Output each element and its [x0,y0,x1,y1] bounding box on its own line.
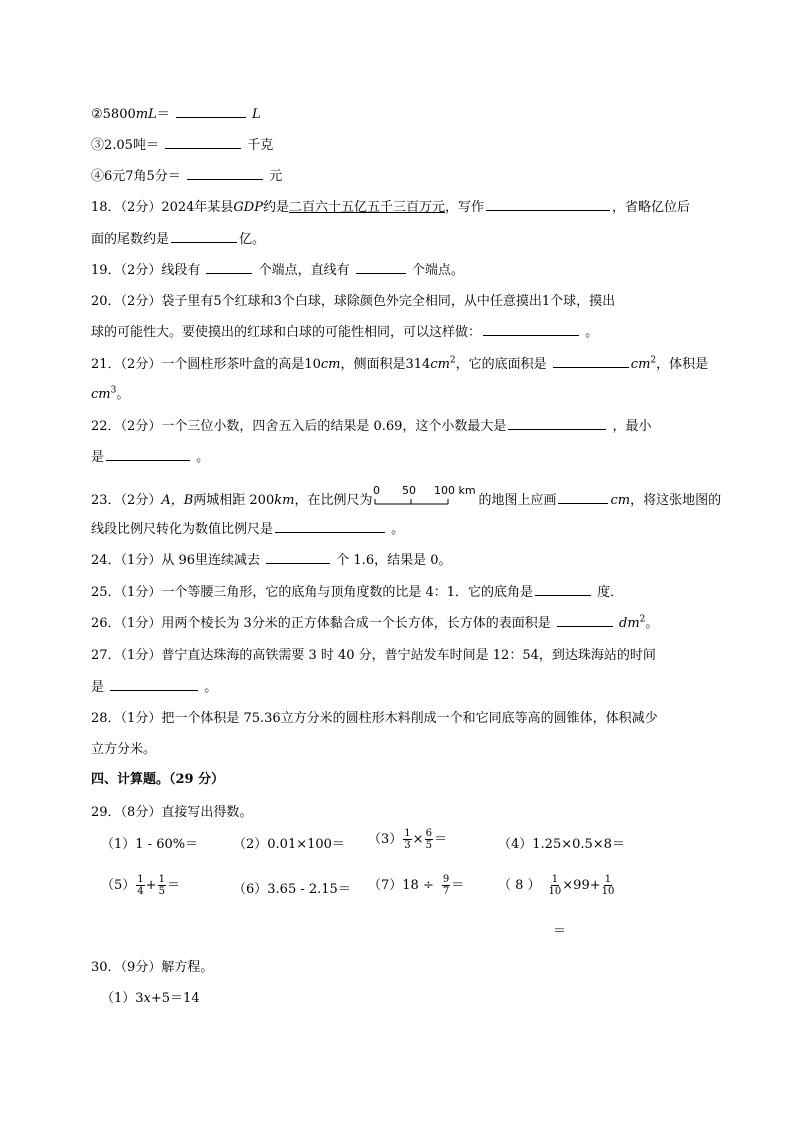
q17-part2 [91,103,261,122]
text: 22．（2分）一个三位小数，四舍五入后的结果是 0.69，这个小数最大是 [91,419,507,434]
text: 立方分米。 [91,742,157,757]
text: 27．（1分）普宁直达珠海的高铁需要 3 时 40 分，普宁站发车时间是 12：54，到达珠海站的时间 [91,648,656,663]
text: （5） [101,878,136,893]
q28-line2 [91,738,156,757]
numerator: 1 [604,874,612,885]
unit: cm [630,357,651,372]
text: 19．（2分）线段有 [91,263,201,278]
text: 。 [391,522,405,537]
scale-label-0: 0 [373,486,381,497]
answer-blank[interactable] [275,520,385,533]
text: （1）3 [101,991,144,1006]
scale-bar [372,486,478,506]
q18-line1 [91,196,690,215]
section-heading: 四、计算题。（29 分） [91,772,225,787]
text: 球的可能性大。要使摸出的红球和白球的可能性相同，可以这样做： [91,325,482,340]
numerator: 1 [137,874,144,885]
unit: cm [320,357,341,372]
text: ，最小 [612,419,652,434]
fraction [602,874,615,897]
scale-label-50: 50 [402,486,417,497]
text: 线段比例尺转化为数值比例尺是 [91,522,274,537]
text: 。 [116,387,130,402]
text: 元 [269,169,283,184]
q27-line1 [91,644,656,663]
text: 个端点。 [411,263,464,278]
calc-6: （6）3.65 - 2.15＝ [233,882,351,897]
text: ＝ [156,107,170,122]
fraction [158,874,166,897]
text: 20．（2分）袋子里有5个红球和3个白球，球除颜色外完全相同，从中任意摸出1个球，摸出 [91,294,616,309]
operator: ×99+ [562,878,601,893]
text: ＝ [451,878,465,893]
fraction [403,828,411,851]
calc-8-equals: ＝ [553,924,567,939]
text: ，写作 [445,200,485,215]
fraction [425,828,433,851]
text: 是 [91,680,105,695]
text: 是 [91,450,105,465]
text: ，它的底面积是 [455,357,547,372]
q25 [91,581,623,600]
text: 。 [204,680,218,695]
operator: × [412,832,424,847]
fraction [549,874,562,897]
calc-2: （2）0.01×100＝ [233,837,345,852]
denominator: 4 [137,886,144,897]
q20-line2 [91,321,598,340]
scale-label-100: 100 km [434,486,477,497]
q24 [91,549,452,568]
q21-line2 [91,383,129,402]
answer-blank[interactable] [187,167,263,180]
text: 两城相距 200 [193,493,275,508]
text: 个端点，直线有 [258,263,350,278]
text: A，B [161,493,194,508]
text: ＝ [166,878,180,893]
text: ，将这张地图的 [630,493,722,508]
q18-line2 [91,228,265,247]
q23-line2 [91,518,404,537]
superscript: 2 [639,614,646,625]
text: ，体积是 [656,357,709,372]
numerator: 9 [442,874,450,885]
unit: cm [91,387,111,402]
unit: cm [610,493,631,508]
calc-1: （1）1 - 60%＝ [101,837,199,852]
text: 23．（2分） [91,493,162,508]
operator: + [145,878,157,893]
text: 24．（1分）从 96里连续减去 [91,553,260,568]
answer-blank[interactable] [106,448,190,461]
answer-blank[interactable] [508,417,606,430]
calc-3 [368,828,447,851]
text: GDP [233,200,263,215]
text: 个 1.6，结果是 0。 [336,553,452,568]
numerator: 1 [404,828,411,839]
superscript: 3 [110,385,117,396]
text: ，在比例尺为 [294,493,373,508]
denominator: 10 [601,886,615,897]
answer-blank[interactable] [110,678,198,691]
calc-8 [498,874,615,897]
text: 的地图上应画 [478,493,557,508]
text: 约是 [262,200,289,215]
denominator: 10 [548,886,562,897]
text: +5＝14 [150,991,200,1006]
q27-line2 [91,676,217,695]
text: 28．（1分）把一个体积是 75.36立方分米的圆柱形木料削成一个和它同底等高的圆锥体，体积减少 [91,711,658,726]
text: （ 8 ） [498,878,541,893]
superscript: 2 [650,355,657,366]
answer-blank[interactable] [535,583,591,596]
text: （3） [368,832,403,847]
q30-equation-1 [101,987,200,1006]
denominator: 7 [442,886,450,897]
q29-title: 29．（8分）直接写出得数。 [91,805,253,820]
answer-blank[interactable] [486,198,610,211]
text: 21．（2分）一个圆柱形茶叶盒的高是10 [91,357,321,372]
text: 26．（1分）用两个棱长为 3分米的正方体黏合成一个长方体，长方体的表面积是 [91,616,551,631]
answer-blank[interactable] [553,355,629,368]
answer-blank[interactable] [558,491,608,504]
text: ，省略亿位后 [612,200,691,215]
text: 度． [597,585,624,600]
scale-bar-graphic [372,486,478,506]
unit: km [274,493,295,508]
denominator: 5 [158,886,165,897]
answer-blank[interactable] [206,261,252,274]
calc-5 [101,874,180,897]
q17-part3 [91,134,273,153]
fraction [442,874,450,897]
text: ＝ [433,832,447,847]
calc-4: （4）1.25×0.5×8＝ [498,837,625,852]
q26 [91,612,658,631]
text: 25．（1分）一个等腰三角形，它的底角与顶角度数的比是 4：1．它的底角是 [91,585,533,600]
q19 [91,259,464,278]
text: （7）18 ÷ [368,878,434,893]
text: ②5800 [91,107,136,122]
numerator: 6 [425,828,432,839]
fraction [136,874,144,897]
q21-line1 [91,353,708,372]
variable: x [143,991,151,1006]
q17-part4 [91,165,282,184]
text: ，侧面积是314 [340,357,431,372]
answer-blank[interactable] [483,323,579,336]
text: 亿。 [239,232,266,247]
superscript: 2 [449,355,456,366]
answer-blank[interactable] [171,230,237,243]
unit: cm [430,357,450,372]
q23-line1 [91,486,721,508]
text: 。 [645,616,659,631]
unit: dm [619,616,640,631]
answer-blank[interactable] [557,614,613,627]
q22-line1 [91,415,652,434]
answer-blank[interactable] [266,551,330,564]
unit: L [252,107,261,122]
q28-line1 [91,707,658,726]
text: 千克 [247,138,274,153]
denominator: 3 [404,840,411,851]
text: 18．（2分）2024年某县 [91,200,234,215]
underlined-text: 二百六十五亿五千三百万元 [288,200,445,215]
answer-blank[interactable] [176,105,246,118]
text: 。 [196,450,210,465]
q22-line2 [91,446,209,465]
unit: mL [135,107,157,122]
text: ④6元7角5分＝ [91,169,181,184]
denominator: 5 [425,840,432,851]
answer-blank[interactable] [165,136,241,149]
text: 面的尾数约是 [91,232,170,247]
text: ③2.05吨＝ [91,138,159,153]
numerator: 1 [158,874,165,885]
text: 。 [585,325,599,340]
numerator: 1 [551,874,559,885]
q30-title: 30．（9分）解方程。 [91,960,214,975]
calc-7 [368,874,464,897]
answer-blank[interactable] [356,261,406,274]
q20-line1 [91,290,615,309]
